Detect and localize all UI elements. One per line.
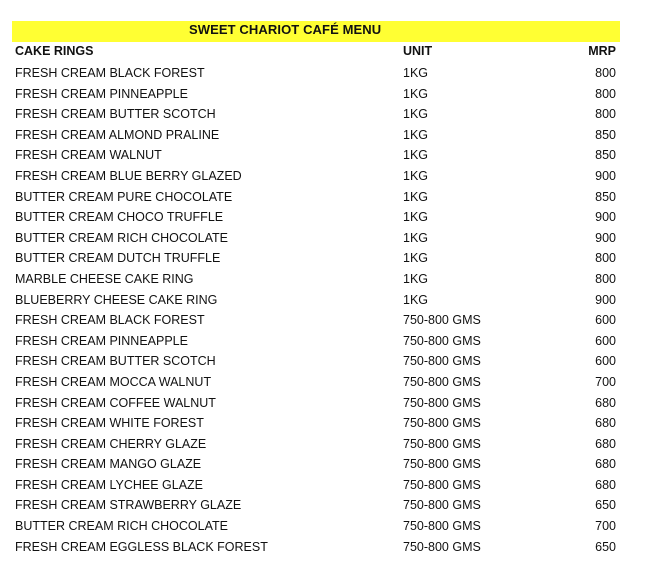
- menu-item-name: FRESH CREAM WALNUT: [15, 148, 162, 163]
- menu-item-unit: 1KG: [403, 251, 429, 266]
- menu-item-unit: 750-800 GMS: [403, 374, 481, 389]
- menu-item-list: [0, 64, 650, 558]
- menu-item-name: FRESH CREAM EGGLESS BLACK FOREST: [15, 539, 268, 554]
- menu-item-name: BUTTER CREAM CHOCO TRUFFLE: [15, 210, 224, 225]
- menu-item-unit: 1KG: [403, 127, 429, 142]
- menu-item-price: 600: [595, 333, 616, 348]
- menu-item-name: FRESH CREAM MOCCA WALNUT: [15, 374, 212, 389]
- menu-item-name: BUTTER CREAM DUTCH TRUFFLE: [15, 251, 221, 266]
- menu-item-unit: 750-800 GMS: [403, 313, 481, 328]
- menu-item-unit: 750-800 GMS: [403, 457, 481, 472]
- menu-title: SWEET CHARIOT CAFÉ MENU: [189, 22, 382, 37]
- menu-item-unit: 750-800 GMS: [403, 395, 481, 410]
- menu-item-name: FRESH CREAM BLACK FOREST: [15, 313, 205, 328]
- menu-item-row: [0, 455, 650, 476]
- menu-item-unit: 1KG: [403, 148, 429, 163]
- menu-item-unit: 1KG: [403, 292, 429, 307]
- menu-item-price: 850: [595, 127, 616, 142]
- menu-item-unit: 750-800 GMS: [403, 498, 481, 513]
- menu-item-unit: 1KG: [403, 168, 429, 183]
- menu-item-unit: 1KG: [403, 66, 429, 80]
- menu-item-row: [0, 146, 650, 167]
- menu-item-row: [0, 496, 650, 517]
- menu-item-price: 680: [595, 395, 616, 410]
- menu-item-name: FRESH CREAM BLUE BERRY GLAZED: [15, 168, 242, 183]
- menu-item-row: [0, 476, 650, 497]
- menu-item-unit: 1KG: [403, 107, 429, 122]
- menu-item-row: [0, 517, 650, 538]
- menu-item-price: 680: [595, 436, 616, 451]
- menu-item-name: BUTTER CREAM RICH CHOCOLATE: [15, 230, 228, 245]
- menu-item-row: [0, 85, 650, 106]
- menu-item-price: 650: [595, 539, 616, 554]
- menu-item-row: [0, 64, 650, 85]
- menu-item-row: [0, 352, 650, 373]
- menu-item-unit: 750-800 GMS: [403, 519, 481, 534]
- menu-item-price: 600: [595, 354, 616, 369]
- menu-item-price: 800: [595, 271, 616, 286]
- menu-item-row: [0, 538, 650, 559]
- menu-item-price: 800: [595, 66, 616, 80]
- menu-item-unit: 1KG: [403, 189, 429, 204]
- menu-item-price: 900: [595, 230, 616, 245]
- menu-item-row: [0, 188, 650, 209]
- menu-item-unit: 750-800 GMS: [403, 333, 481, 348]
- menu-item-name: BUTTER CREAM RICH CHOCOLATE: [15, 519, 228, 534]
- menu-item-row: [0, 332, 650, 353]
- menu-item-price: 900: [595, 168, 616, 183]
- menu-item-price: 700: [595, 519, 616, 534]
- menu-item-row: [0, 105, 650, 126]
- menu-item-unit: 750-800 GMS: [403, 539, 481, 554]
- menu-item-name: FRESH CREAM STRAWBERRY GLAZE: [15, 498, 242, 513]
- menu-item-name: FRESH CREAM ALMOND PRALINE: [15, 127, 220, 142]
- menu-item-name: FRESH CREAM WHITE FOREST: [15, 416, 204, 431]
- menu-item-name: BLUEBERRY CHEESE CAKE RING: [15, 292, 218, 307]
- menu-item-unit: 750-800 GMS: [403, 354, 481, 369]
- menu-item-name: BUTTER CREAM PURE CHOCOLATE: [15, 189, 233, 204]
- menu-item-name: FRESH CREAM PINNEAPPLE: [15, 333, 188, 348]
- menu-item-price: 800: [595, 86, 616, 101]
- menu-item-name: MARBLE CHEESE CAKE RING: [15, 271, 194, 286]
- menu-item-name: FRESH CREAM BLACK FOREST: [15, 66, 205, 80]
- menu-item-name: FRESH CREAM MANGO GLAZE: [15, 457, 202, 472]
- menu-item-name: FRESH CREAM COFFEE WALNUT: [15, 395, 216, 410]
- menu-item-unit: 1KG: [403, 230, 429, 245]
- menu-item-row: [0, 270, 650, 291]
- menu-item-row: [0, 249, 650, 270]
- menu-item-price: 900: [595, 292, 616, 307]
- menu-item-name: FRESH CREAM BUTTER SCOTCH: [15, 354, 216, 369]
- menu-item-name: FRESH CREAM LYCHEE GLAZE: [15, 477, 204, 492]
- menu-item-unit: 750-800 GMS: [403, 436, 481, 451]
- column-header-price: MRP: [588, 44, 616, 58]
- menu-item-row: [0, 208, 650, 229]
- menu-item-row: [0, 435, 650, 456]
- menu-item-price: 680: [595, 477, 616, 492]
- menu-item-price: 680: [595, 457, 616, 472]
- menu-item-name: FRESH CREAM PINNEAPPLE: [15, 86, 188, 101]
- menu-item-row: [0, 126, 650, 147]
- menu-item-price: 680: [595, 416, 616, 431]
- menu-item-price: 900: [595, 210, 616, 225]
- menu-item-row: [0, 291, 650, 312]
- menu-item-name: FRESH CREAM BUTTER SCOTCH: [15, 107, 216, 122]
- menu-item-unit: 750-800 GMS: [403, 416, 481, 431]
- menu-item-unit: 1KG: [403, 86, 429, 101]
- menu-item-price: 650: [595, 498, 616, 513]
- menu-item-row: [0, 167, 650, 188]
- menu-item-price: 800: [595, 107, 616, 122]
- menu-item-price: 800: [595, 251, 616, 266]
- menu-item-price: 600: [595, 313, 616, 328]
- menu-item-row: [0, 373, 650, 394]
- menu-item-row: [0, 311, 650, 332]
- menu-item-price: 850: [595, 148, 616, 163]
- menu-item-unit: 1KG: [403, 210, 429, 225]
- column-header-unit: UNIT: [403, 44, 433, 58]
- title-highlight-bar: [12, 21, 620, 42]
- column-header-name: CAKE RINGS: [15, 44, 94, 58]
- menu-item-row: [0, 414, 650, 435]
- menu-item-price: 700: [595, 374, 616, 389]
- menu-item-name: FRESH CREAM CHERRY GLAZE: [15, 436, 207, 451]
- menu-item-row: [0, 229, 650, 250]
- menu-item-price: 850: [595, 189, 616, 204]
- menu-item-row: [0, 394, 650, 415]
- menu-item-unit: 1KG: [403, 271, 429, 286]
- menu-item-unit: 750-800 GMS: [403, 477, 481, 492]
- column-header-row: [0, 44, 650, 62]
